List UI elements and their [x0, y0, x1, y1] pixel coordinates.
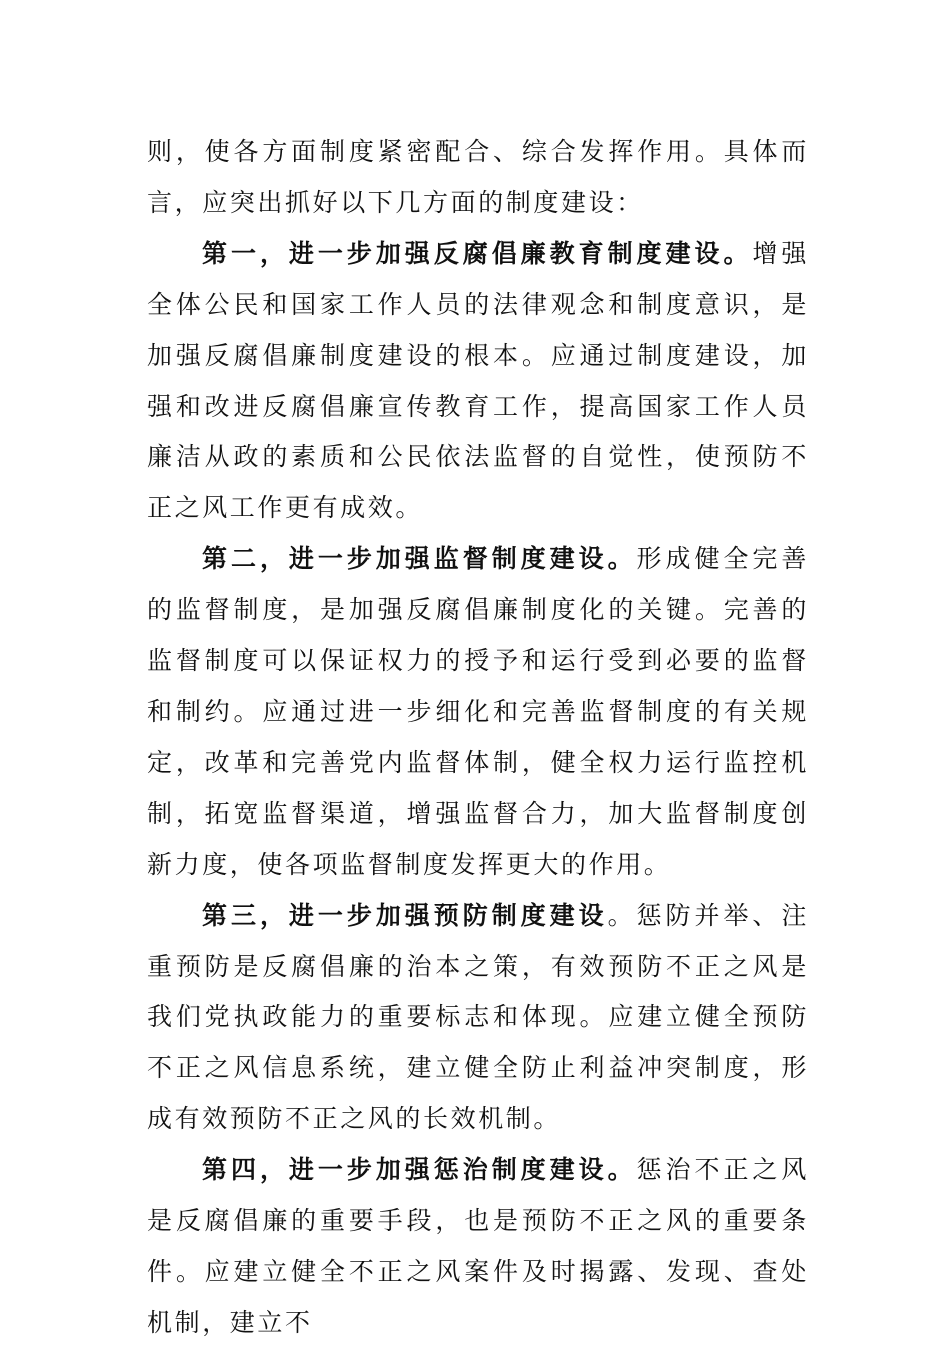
paragraph-intro-text: 则，使各方面制度紧密配合、综合发挥作用。具体而言，应突出抓好以下几方面的制度建设：: [147, 137, 809, 217]
paragraph-fourth-punishment: [147, 1145, 809, 1349]
paragraph-second-heading: 第二，进一步加强监督制度建设。: [202, 544, 637, 574]
paragraph-second-supervision: [147, 534, 809, 890]
paragraph-fourth-text: 惩治不正之风是反腐倡廉的重要手段，也是预防不正之风的重要条件。应建立健全不正之风案件及时揭露、发现、查处机制，建立不: [147, 1155, 809, 1337]
document-body: [147, 127, 809, 1349]
paragraph-intro: [147, 127, 809, 229]
paragraph-first-text: 增强全体公民和国家工作人员的法律观念和制度意识，是加强反腐倡廉制度建设的根本。应通过制度建设，加强和改进反腐倡廉宣传教育工作，提高国家工作人员廉洁从政的素质和公民依法监督的自觉性，使预防不正之风工作更有成效。: [147, 238, 810, 523]
paragraph-third-prevention: [147, 891, 809, 1146]
paragraph-third-text: 。惩防并举、注重预防是反腐倡廉的治本之策，有效预防不正之风是我们党执政能力的重要标志和体现。应建立健全预防不正之风信息系统，建立健全防止利益冲突制度，形成有效预防不正之风的长效机制。: [147, 900, 809, 1134]
paragraph-first-education: [147, 229, 809, 534]
paragraph-third-heading: 第三，进一步加强预防制度建设: [202, 900, 608, 930]
paragraph-first-heading: 第一，进一步加强反腐倡廉教育制度建设。: [202, 238, 753, 268]
paragraph-second-text: 形成健全完善的监督制度，是加强反腐倡廉制度化的关键。完善的监督制度可以保证权力的授予和运行受到必要的监督和制约。应通过进一步细化和完善监督制度的有关规定，改革和完善党内监督体制，健全权力运行监控机制，拓宽监督渠道，增强监督合力，加大监督制度创新力度，使各项监督制度发挥更大的作用。: [147, 544, 809, 879]
paragraph-fourth-heading: 第四，进一步加强惩治制度建设。: [202, 1155, 637, 1185]
